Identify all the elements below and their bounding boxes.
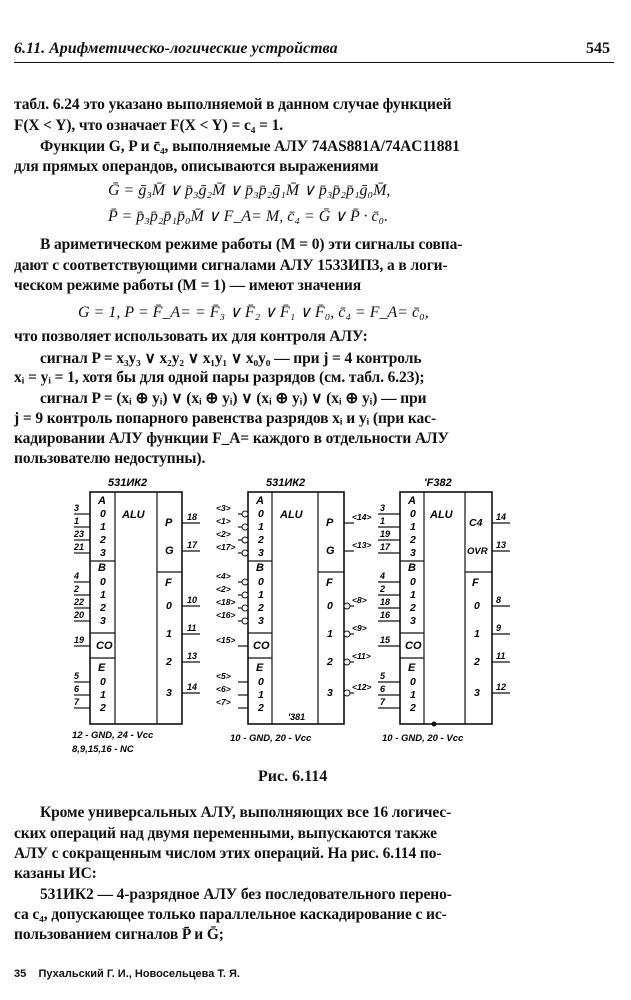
pin-lines (238, 514, 354, 708)
port-b-label: B (408, 562, 416, 574)
out-g-label: G (326, 545, 335, 557)
pin-number: <3> (216, 503, 231, 513)
bit-label: 3 (327, 687, 333, 699)
port-a-label: A (408, 495, 416, 507)
text-line: xᵢ = yᵢ = 1, хотя бы для одной пары разрядов (см. табл. 6.23); (14, 369, 425, 386)
text-line: кадировании АЛУ функции F_A= каждого в отдельности АЛУ (14, 430, 449, 447)
pin-number: 17 (187, 540, 198, 550)
bit-label: 3 (166, 687, 172, 699)
pin-number: 18 (380, 597, 391, 607)
pin-number: 4 (74, 571, 80, 581)
pin-number: 2 (74, 584, 80, 594)
pin-number: <2> (216, 584, 231, 594)
bit-label: 2 (100, 602, 106, 614)
chip-name: 531ИК2 (108, 477, 148, 489)
pin-number: 16 (380, 610, 391, 620)
pin-number: <16> (216, 610, 236, 620)
formula-g: Ḡ = ḡ₃M̄ ∨ p̄₃ḡ₂M̄ ∨ p̄₃p̄₂ḡ₁M̄ ∨ p̄₃p̄₂p̄₁ḡ₀M̄, (108, 182, 391, 199)
pin-number: <9> (352, 623, 367, 633)
authors: Пухальский Г. И., Новосельцева Т. Я. (38, 968, 240, 980)
bit-label: 0 (166, 600, 172, 612)
bit-label: 3 (410, 547, 416, 559)
port-e-label: E (98, 662, 106, 674)
out-ovr-label: OVR (467, 546, 488, 557)
out-g-label: G (165, 545, 174, 557)
pin-number: <13> (352, 540, 372, 550)
bit-label: 2 (410, 702, 416, 714)
text-line: В ариметическом режиме работы (M = 0) эти сигналы совпа- (40, 236, 463, 253)
bit-label: 1 (100, 589, 106, 601)
pin-number: 15 (380, 635, 391, 645)
pin-number: <14> (352, 512, 372, 522)
alu-label: ALU (430, 509, 453, 521)
pin-lines (378, 514, 510, 708)
chip-dot (432, 722, 437, 727)
figure-6-114 (60, 474, 520, 759)
page-number: 545 (586, 40, 610, 57)
page-header (14, 36, 614, 64)
pin-number: 6 (74, 684, 80, 694)
port-b-label: B (256, 562, 264, 574)
pin-number: 14 (187, 682, 198, 692)
carry-in-label: CO (96, 640, 113, 652)
bit-label: 1 (410, 589, 416, 601)
bit-label: 2 (166, 656, 172, 668)
bit-label: 0 (410, 508, 416, 520)
text-line: Кроме универсальных АЛУ, выполняющих все 16 логичес- (40, 804, 452, 821)
pin-number: <5> (216, 671, 231, 681)
pin-number: <15> (216, 635, 236, 645)
bit-label: 0 (410, 676, 416, 688)
power-note: 12 - GND, 24 - Vcc (72, 730, 154, 741)
bit-label: 0 (327, 600, 333, 612)
bit-label: 3 (474, 687, 480, 699)
bit-label: 3 (258, 547, 264, 559)
bit-label: 1 (258, 689, 264, 701)
text-line: АЛУ с сокращенным числом этих операций. На рис. 6.114 по- (14, 845, 442, 862)
signature-number: 35 (14, 968, 27, 980)
bit-label: 2 (100, 534, 106, 546)
text-line: табл. 6.24 это указано выполняемой в данном случае функцией (14, 96, 452, 113)
pin-lines (74, 514, 200, 708)
bit-label: 3 (100, 615, 106, 627)
pin-number: 3 (380, 503, 386, 513)
nc-note: 8,9,15,16 - NC (72, 744, 134, 755)
bit-label: 0 (258, 576, 264, 588)
bit-label: 2 (410, 534, 416, 546)
port-f-label: F (326, 577, 333, 589)
pin-number: 12 (496, 682, 507, 692)
alu-label: ALU (122, 509, 145, 521)
bit-label: 1 (166, 628, 172, 640)
pin-number: <6> (216, 684, 231, 694)
pin-number: 7 (380, 697, 386, 707)
carry-in-label: CO (253, 640, 270, 652)
bit-label: 1 (327, 628, 333, 640)
bit-label: 0 (100, 576, 106, 588)
pin-number: 1 (74, 516, 80, 526)
bit-label: 2 (258, 702, 264, 714)
bit-label: 0 (100, 676, 106, 688)
pin-number: <4> (216, 571, 231, 581)
bit-label: 1 (258, 521, 264, 533)
pin-number: 22 (74, 597, 85, 607)
pin-number: 11 (187, 623, 197, 633)
out-p-label: P (326, 517, 334, 529)
bit-label: 0 (258, 676, 264, 688)
bit-label: 2 (327, 656, 333, 668)
page-footer (14, 968, 240, 980)
port-e-label: E (256, 662, 264, 674)
text-line: пользователю недоступны). (14, 450, 206, 467)
port-a-label: A (98, 495, 106, 507)
out-p-label: P (165, 517, 173, 529)
pin-number: <17> (216, 542, 236, 552)
pin-number: 8 (496, 595, 502, 605)
power-note: 10 - GND, 20 - Vcc (230, 733, 312, 744)
header-rule (14, 62, 614, 63)
pin-number: <2> (216, 529, 231, 539)
carry-in-label: CO (405, 640, 422, 652)
bit-label: 1 (100, 689, 106, 701)
bit-label: 1 (410, 689, 416, 701)
pin-number: <11> (352, 651, 371, 661)
bit-label: 0 (410, 576, 416, 588)
pin-number: <7> (216, 697, 231, 707)
pin-number: 11 (496, 651, 506, 661)
port-f-label: F (472, 577, 479, 589)
pin-number: 4 (380, 571, 386, 581)
chip-name: 'F382 (424, 477, 452, 489)
figure-caption: Рис. 6.114 (258, 768, 328, 785)
text-line: пользованием сигналов P̄ и Ḡ; (14, 926, 224, 943)
series-label: '381 (288, 712, 306, 722)
pin-number: 6 (380, 684, 386, 694)
chip-531ik2 (72, 477, 200, 755)
alu-label: ALU (280, 509, 303, 521)
pin-number: <8> (352, 595, 367, 605)
pin-number: 18 (187, 512, 198, 522)
text-line: Функции G, P и c̄₄, выполняемые АЛУ 74AS881A/74AC11881 (40, 138, 460, 155)
pin-number: <12> (352, 682, 372, 692)
text-line: сигнал P = x₃y₃ ∨ x₂y₂ ∨ x₁y₁ ∨ x₀y₀ — при j = 4 контроль (40, 350, 422, 367)
formula-p: P̄ = p̄₃p̄₂p̄₁p̄₀M̄ ∨ F_A= M, c̄₄ = Ḡ ∨ P̄ · c̄₀. (108, 208, 389, 225)
bit-label: 2 (258, 602, 264, 614)
text-line: сигнал P = (xᵢ ⊕ yᵢ) ∨ (xᵢ ⊕ yᵢ) ∨ (xᵢ ⊕ yᵢ) ∨ (xᵢ ⊕ yᵢ) — при (40, 390, 427, 407)
port-b-label: B (98, 562, 106, 574)
pin-number: 13 (187, 651, 198, 661)
text-line: ских операций над двумя переменными, выпускаются также (14, 825, 437, 842)
pin-number: 21 (74, 542, 85, 552)
bit-label: 3 (100, 547, 106, 559)
pin-number: <18> (216, 597, 236, 607)
text-line: дают с соответствующими сигналами АЛУ 1533ИП3, а в логи- (14, 257, 448, 274)
bit-label: 1 (100, 521, 106, 533)
bit-label: 1 (410, 521, 416, 533)
bit-label: 0 (100, 508, 106, 520)
section-title: 6.11. Арифметическо-логические устройства (14, 40, 338, 57)
pin-number: 20 (74, 610, 85, 620)
port-e-label: E (408, 662, 416, 674)
text-line: 531ИК2 — 4-разрядное АЛУ без последовательного перено- (40, 886, 452, 903)
pin-number: 13 (496, 540, 507, 550)
bit-label: 0 (258, 508, 264, 520)
pin-number: <1> (216, 516, 231, 526)
text-line: j = 9 контроль попарного равенства разрядов xᵢ и yᵢ (при кас- (14, 410, 437, 427)
text-line: са c₄, допускающее только параллельное каскадирование с ис- (14, 906, 447, 923)
pin-number: 19 (74, 635, 85, 645)
chip-f382 (378, 477, 510, 744)
formula-logic-mode: G = 1, P = F̄_A= = F̄₃ ∨ F̄₂ ∨ F̄₁ ∨ F̄₀, c̄₄ = F_A= c̄₀, (78, 304, 429, 321)
port-f-label: F (165, 577, 172, 589)
port-a-label: A (256, 495, 264, 507)
pin-number: 5 (380, 671, 386, 681)
bit-label: 2 (410, 602, 416, 614)
pin-number: 3 (74, 503, 80, 513)
bit-label: 3 (258, 615, 264, 627)
pin-number: 1 (380, 516, 386, 526)
bit-label: 2 (100, 702, 106, 714)
pin-number: 2 (380, 584, 386, 594)
bit-label: 2 (474, 656, 480, 668)
bit-label: 2 (258, 534, 264, 546)
text-line: казаны ИС: (14, 865, 97, 882)
text-line: F(X < Y), что означает F(X < Y) = c₄ = 1. (14, 117, 284, 134)
pin-number: 7 (74, 697, 80, 707)
pin-number: 14 (496, 512, 507, 522)
chip-name: 531ИК2 (266, 477, 306, 489)
pin-number: 17 (380, 542, 391, 552)
out-c4-label: C4 (469, 517, 483, 529)
pin-number: 23 (74, 529, 85, 539)
chip-531ik2-alt (216, 477, 371, 744)
power-note: 10 - GND, 20 - Vcc (382, 733, 464, 744)
bit-label: 1 (258, 589, 264, 601)
bit-label: 1 (474, 628, 480, 640)
text-line: что позволяет использовать их для контроля АЛУ: (14, 328, 368, 345)
pin-number: 19 (380, 529, 391, 539)
pin-number: 9 (496, 623, 502, 633)
text-line: ческом режиме работы (M = 1) — имеют значения (14, 277, 362, 294)
bit-label: 3 (410, 615, 416, 627)
text-line: для прямых операндов, описываются выражениями (14, 158, 379, 175)
pin-number: 10 (187, 595, 198, 605)
pin-number: 5 (74, 671, 80, 681)
bit-label: 0 (474, 600, 480, 612)
